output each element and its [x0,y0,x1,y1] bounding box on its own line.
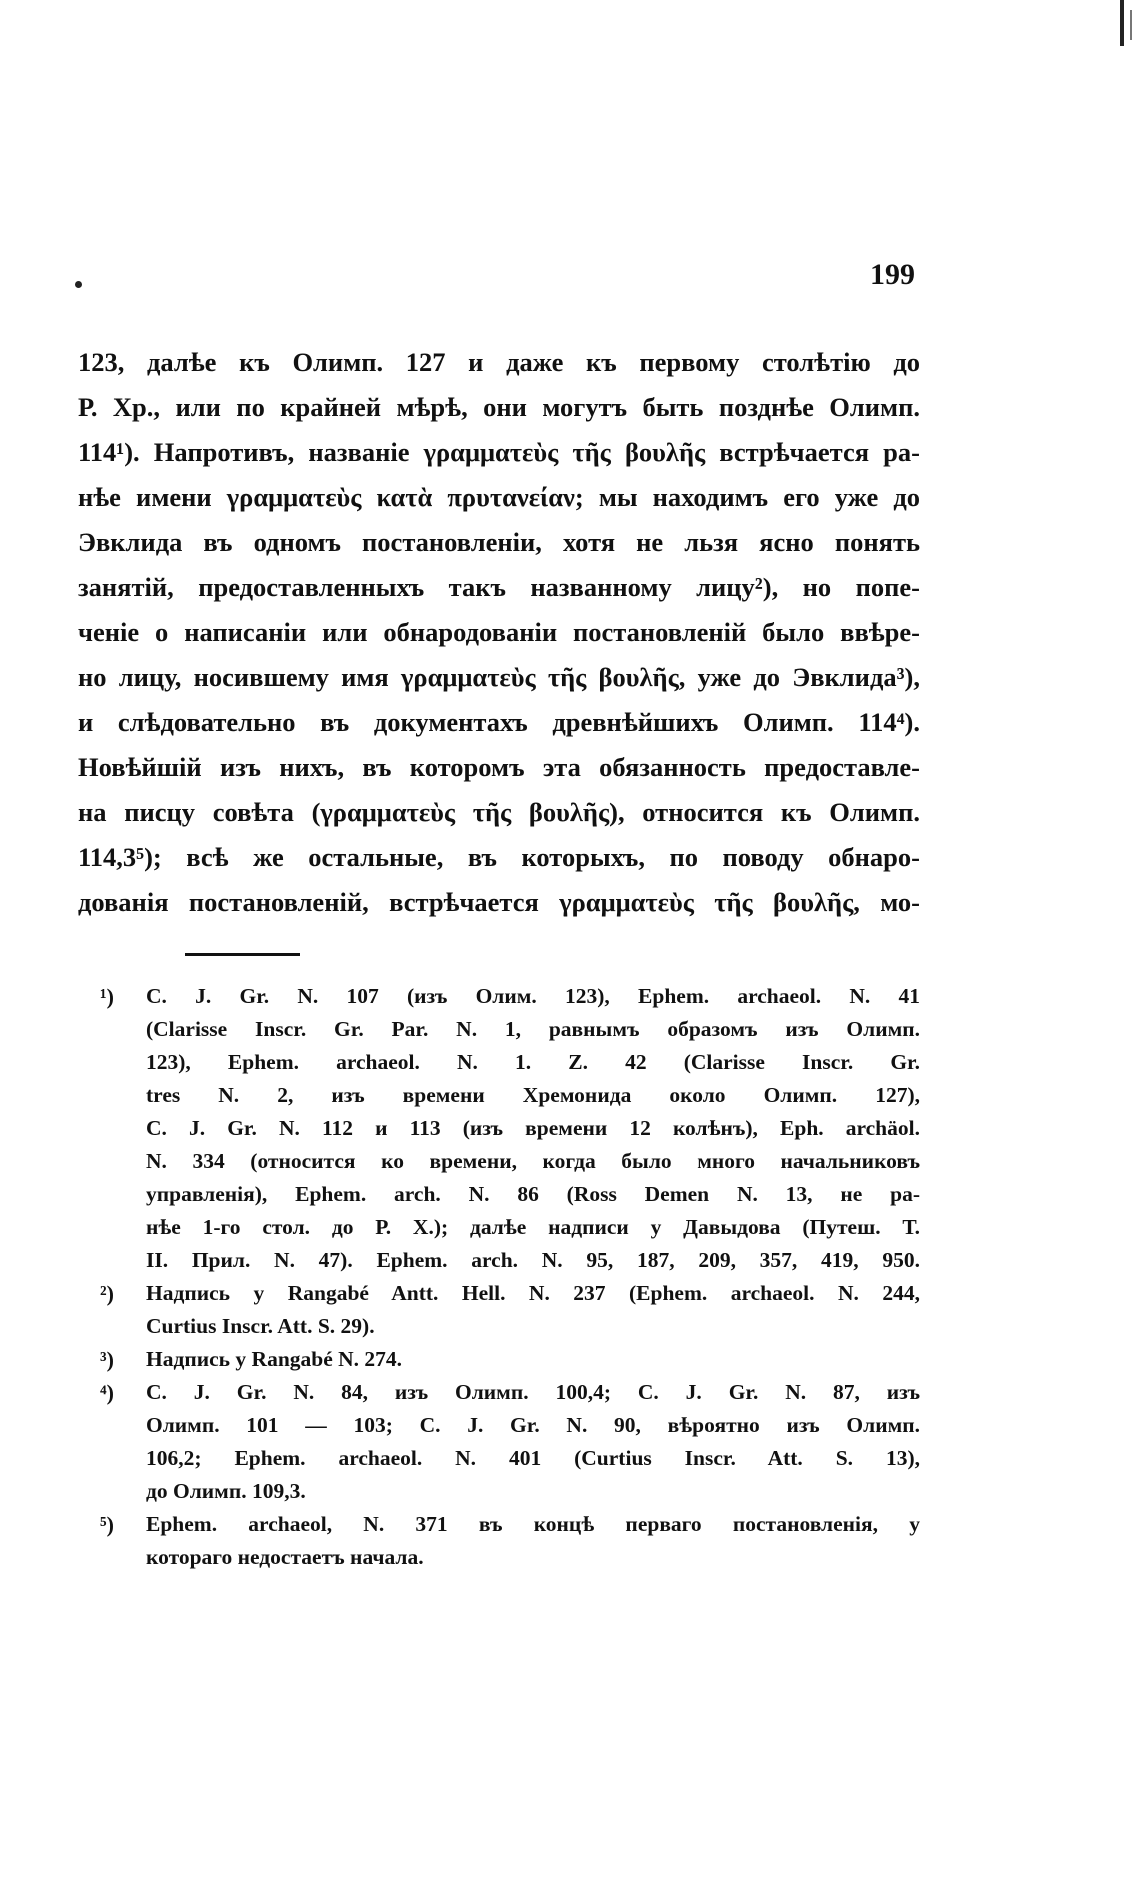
page-number: 199 [870,258,915,291]
footnote-line: tres N. 2, изъ времени Хремонида около Олимп. 127), [146,1083,920,1107]
footnote-mark: ²) [100,1281,114,1306]
footnote-line: Curtius Inscr. Att. S. 29). [146,1314,375,1338]
text-line: ченіе о написаніи или обнародованіи постановленій было ввѣре- [78,617,920,647]
footnote-1 [100,980,920,1277]
footnote-mark: ⁵) [100,1512,114,1537]
text-line: 114,3⁵); всѣ же остальные, въ которыхъ, по поводу обнаро- [78,842,920,872]
text-line: 123, далѣе къ Олимп. 127 и даже къ первому столѣтію до [78,347,920,377]
text-line: Эвклида въ одномъ постановленіи, хотя не льзя ясно понять [78,527,920,557]
text-line: и слѣдовательно въ документахъ древнѣйшихъ Олимп. 114⁴). [78,707,920,737]
text-line: но лицу, носившему имя γραμματεὺς τῆς βουλῆς, уже до Эвклида³), [78,662,920,692]
scan-edge-mark [1120,0,1124,46]
text-line: на писцу совѣта (γραμματεὺς τῆς βουλῆς), относится къ Олимп. [78,797,920,827]
page-dot-mark [75,281,82,288]
footnote-5 [100,1508,920,1574]
footnote-line: 106,2; Ephem. archaeol. N. 401 (Curtius Inscr. Att. S. 13), [146,1446,920,1470]
footnote-2 [100,1277,920,1343]
footnote-separator [185,953,300,956]
text-line: нѣе имени γραμματεὺς κατὰ πρυτανείαν; мы находимъ его уже до [78,482,920,512]
footnote-line: Надпись у Rangabé Antt. Hell. N. 237 (Ephem. archaeol. N. 244, [146,1281,920,1305]
footnote-line: C. J. Gr. N. 84, изъ Олимп. 100,4; C. J. Gr. N. 87, изъ [146,1380,920,1404]
main-text [78,340,920,925]
footnote-line: котораго недостаетъ начала. [146,1545,424,1569]
footnote-line: управленія), Ephem. arch. N. 86 (Ross Demen N. 13, не ра- [146,1182,920,1206]
footnote-line: 123), Ephem. archaeol. N. 1. Z. 42 (Clarisse Inscr. Gr. [146,1050,920,1074]
text-line: занятій, предоставленныхъ такъ названному лицу²), но попе- [78,572,920,602]
footnote-mark: ⁴) [100,1380,114,1405]
footnote-line: Ephem. archaeol, N. 371 въ концѣ перваго постановленія, у [146,1512,920,1536]
footnote-3 [100,1343,920,1376]
footnote-line: (Clarisse Inscr. Gr. Par. N. 1, равнымъ образомъ изъ Олимп. [146,1017,920,1041]
text-line: дованія постановленій, встрѣчается γραμματεὺς τῆς βουλῆς, мо- [78,887,920,917]
footnote-line: C. J. Gr. N. 107 (изъ Олим. 123), Ephem. archaeol. N. 41 [146,984,920,1008]
footnote-line: C. J. Gr. N. 112 и 113 (изъ времени 12 колѣнъ), Eph. archäol. [146,1116,920,1140]
text-line: Новѣйшій изъ нихъ, въ которомъ эта обязанность предоставле- [78,752,920,782]
footnote-mark: ³) [100,1347,114,1372]
footnote-line: II. Прил. N. 47). Ephem. arch. N. 95, 187, 209, 357, 419, 950. [146,1248,920,1272]
footnote-mark: ¹) [100,984,114,1009]
footnotes [100,980,920,1574]
footnote-line: Олимп. 101 — 103; C. J. Gr. N. 90, вѣроятно изъ Олимп. [146,1413,920,1437]
footnote-4 [100,1376,920,1508]
text-line: 114¹). Напротивъ, названіе γραμματεὺς τῆς βουλῆς встрѣчается ра- [78,437,920,467]
scan-edge-mark-thin [1130,10,1132,40]
footnote-line: до Олимп. 109,3. [146,1479,306,1503]
text-line: Р. Хр., или по крайней мѣрѣ, они могутъ быть позднѣе Олимп. [78,392,920,422]
footnote-line: нѣе 1-го стол. до Р. Х.); далѣе надписи у Давыдова (Путеш. Т. [146,1215,920,1239]
footnote-line: Надпись у Rangabé N. 274. [146,1347,403,1371]
footnote-line: N. 334 (относится ко времени, когда было много начальниковъ [146,1149,920,1173]
